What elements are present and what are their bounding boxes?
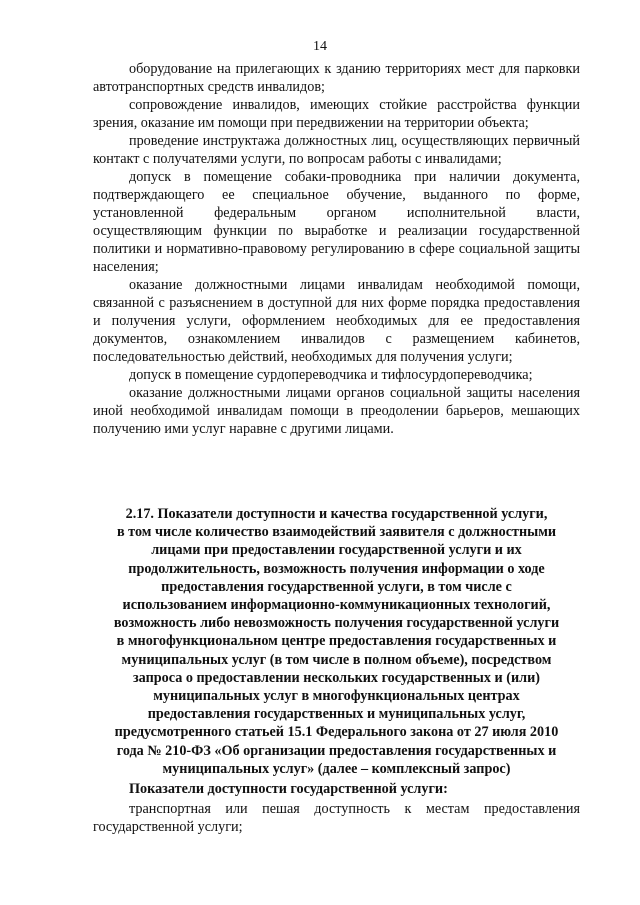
subheading-accessibility-indicators: Показатели доступности государственной услуги: [129,781,448,797]
heading-line: возможность либо невозможность получения государственной услуги [113,615,560,632]
heading-line: года № 210-ФЗ «Об организации предоставления государственных и [116,742,557,759]
heading-line: использованием информационно-коммуникационных технологий, [122,597,551,614]
paragraph-sign-interpreter: допуск в помещение сурдопереводчика и тифлосурдопереводчика; [129,367,533,383]
accessibility-indicators-list [93,800,580,836]
page-number: 14 [313,39,327,54]
heading-line: предусмотренного статьей 15.1 Федерального закона от 27 июля 2010 [114,724,559,741]
heading-line: муниципальных услуг (в том числе в полном объеме), посредством [121,651,552,668]
heading-line: муниципальных услуг в многофункциональных центрах [153,688,520,705]
heading-line: 2.17. Показатели доступности и качества государственной услуги, [125,506,548,522]
paragraph-parking: оборудование на прилегающих к зданию территориях мест для парковки автотранспортных средств инвалидов; [93,61,580,95]
heading-line: лицами при предоставлении государственной услуги и их [151,542,522,559]
heading-line: в том числе количество взаимодействий заявителя с должностными [116,524,557,541]
heading-line: в многофункциональном центре предоставления государственных и [116,633,557,650]
heading-line: запроса о предоставлении нескольких государственных и (или) [132,669,540,686]
heading-line: муниципальных услуг» (далее – комплексный запрос) [162,760,511,777]
heading-line: предоставления государственных и муниципальных услуг, [147,706,526,723]
paragraph-transport-access: транспортная или пешая доступность к местам предоставления государственной услуги; [93,801,580,835]
paragraph-guide-dog: допуск в помещение собаки-проводника при наличии документа, подтверждающего ее специальное обучение, выданного по форме, установленной федеральным органом исполнительной власти, осуществляющим функции по выработке и реализации государственной политики и нормативно-правовому регулированию в сфере социальной защиты населения; [93,169,580,275]
paragraph-other-help: оказание должностными лицами органов социальной защиты населения иной необходимой инвалидам помощи в преодолении барьеров, мешающих получению ими услуг наравне с другими лицами. [93,385,580,437]
paragraph-briefing: проведение инструктажа должностных лиц, осуществляющих первичный контакт с получателями услуги, по вопросам работы с инвалидами; [93,133,580,167]
section-heading [93,505,580,778]
heading-line: предоставления государственной услуги, в том числе с [161,578,512,595]
accessibility-measures-list [93,60,580,438]
paragraph-assistance: оказание должностными лицами инвалидам необходимой помощи, связанной с разъяснением в доступной для них форме порядка предоставления и получения услуги, оформлением необходимых для ее предоставления документов, ознакомлением инвалидов с размещением кабинетов, последовательностью действий, необходимых для получения услуги; [93,277,580,365]
heading-line: продолжительность, возможность получения информации о ходе [128,560,545,577]
paragraph-escort: сопровождение инвалидов, имеющих стойкие расстройства функции зрения, оказание им помощи при передвижении на территории объекта; [93,97,580,131]
